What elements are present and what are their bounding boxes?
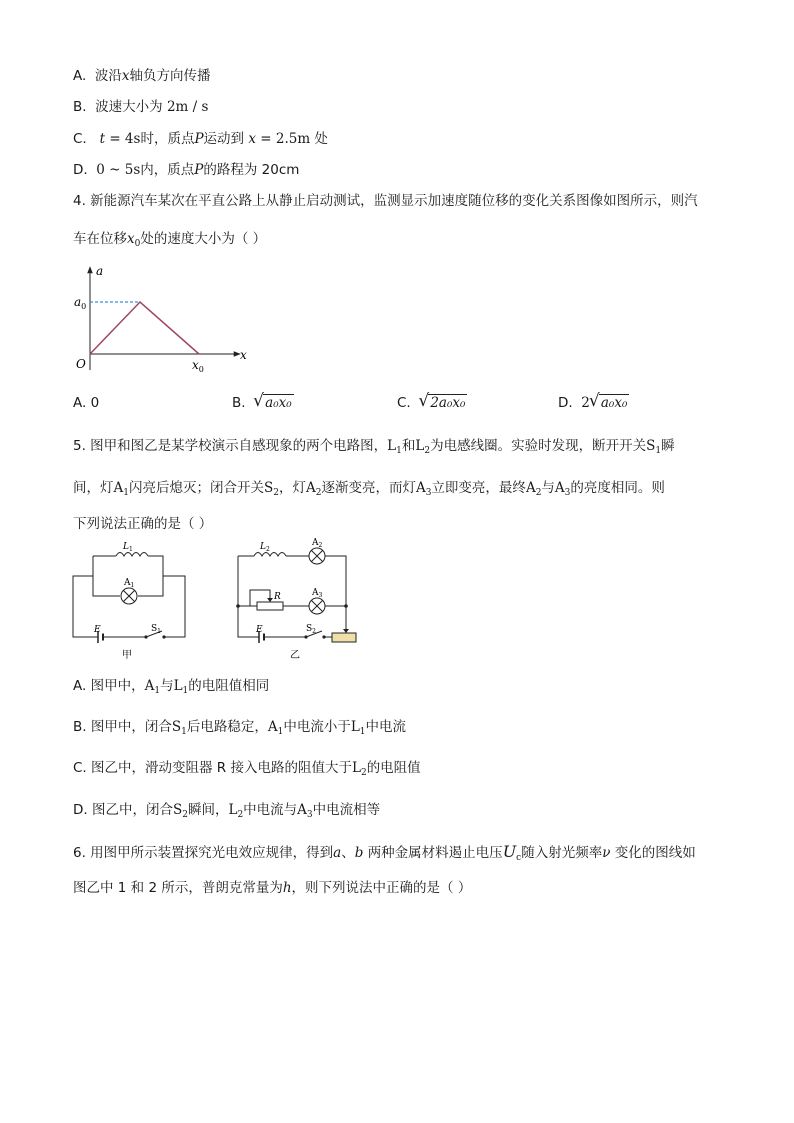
- origin-label: O: [76, 357, 86, 371]
- q4-option-c: C. √ 2a₀x₀: [397, 391, 466, 411]
- svg-text:S2: $S_2$: [306, 624, 316, 635]
- circuit-jia: [68, 538, 198, 663]
- x0-label: $x_0$: [192, 358, 204, 374]
- q5-option-d: D. 图乙中，闭合$S_2$瞬间，$L_2$中电流与$A_3$中电流相等: [73, 802, 381, 820]
- svg-text:甲: 甲: [122, 650, 132, 661]
- q6-stem-line2: 图乙中 1 和 2 所示，普朗克常量为h，则下列说法中正确的是（ ）: [73, 880, 472, 896]
- svg-text:A3: $A_3$: [312, 588, 323, 599]
- q4-stem-line1: 4. 新能源汽车某次在平直公路上从静止启动测试，监测显示加速度随位移的变化关系图像如图所示，则汽: [73, 193, 698, 209]
- q5-stem-line1: 5. 图甲和图乙是某学校演示自感现象的两个电路图，$L_1$和$L_2$为电感线圈。实验时发现，断开开关$S_1$瞬: [73, 438, 675, 456]
- svg-text:E: E: [94, 625, 101, 635]
- q3-option-d: D. 0 ~ 5s内，质点P的路程为 20cm: [73, 162, 300, 178]
- q5-option-a: A. 图甲中，$A_1$与$L_1$的电阻值相同: [73, 678, 270, 696]
- svg-text:乙: 乙: [290, 650, 300, 661]
- q4-stem-line2: 车在位移$x_0$处的速度大小为（ ）: [73, 231, 267, 249]
- q5-option-b: B. 图甲中，闭合$S_1$后电路稳定，$A_1$中电流小于$L_1$中电流: [73, 719, 407, 737]
- svg-text:L1: $L_1$: [123, 542, 133, 553]
- svg-text:A1: $A_1$: [124, 578, 135, 589]
- q3-option-c: C. t = 4s时，质点P运动到 x = 2.5m 处: [73, 131, 328, 147]
- q4-option-d: D. 2 √ a₀x₀: [558, 391, 628, 411]
- a0-label: $a_0$: [74, 295, 87, 311]
- x-axis-label: x: [240, 348, 247, 362]
- q3-option-a: A. 波沿x轴负方向传播: [73, 68, 211, 84]
- svg-text:E: E: [256, 625, 263, 635]
- svg-text:A2: $A_2$: [312, 538, 323, 549]
- y-axis-label: a: [96, 264, 104, 278]
- acceleration-curve: [90, 302, 199, 354]
- svg-text:R: R: [274, 592, 281, 602]
- q5-option-c: C. 图乙中，滑动变阻器 R 接入电路的阻值大于$L_2$的电阻值: [73, 760, 421, 778]
- svg-text:S1: $S_1$: [151, 624, 161, 635]
- q4-option-a: A. 0: [73, 395, 100, 411]
- q5-stem-line2: 间，灯$A_1$闪亮后熄灭；闭合开关$S_2$，灯$A_2$逐渐变亮，而灯$A_3$立即变亮，最终$A_2$与$A_3$的亮度相同。则: [73, 480, 665, 498]
- q5-stem-line3: 下列说法正确的是（ ）: [73, 516, 213, 532]
- svg-text:L2: $L_2$: [260, 542, 270, 553]
- q4-option-b: B. √ a₀x₀: [232, 391, 292, 411]
- q4-a-x-graph: [68, 262, 258, 377]
- q3-option-b: B. 波速大小为 2m / s: [73, 99, 209, 115]
- q6-stem-line1: 6. 用图甲所示装置探究光电效应规律，得到a、b 两种金属材料遏止电压$U_c$随入射光频率ν 变化的图线如: [73, 842, 696, 863]
- circuit-yi: [230, 538, 365, 663]
